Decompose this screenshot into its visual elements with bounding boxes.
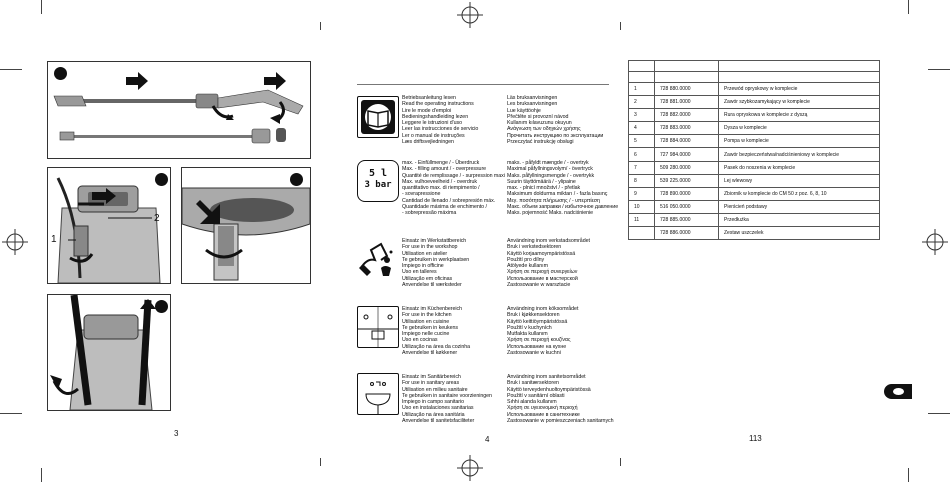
table-cell-desc: Przewód opryskowy w komplecie: [719, 83, 880, 96]
text-line: Max. vulhoeveelheid / - overdruk: [402, 178, 477, 185]
callout-label: 2: [154, 213, 160, 224]
text-line: Leer las instrucciones de servicio: [402, 126, 479, 133]
text-line: Atölyede kullanım: [507, 263, 548, 269]
text-line: - sobrepressão máxima: [402, 210, 457, 216]
table-cell-no: 9: [629, 187, 655, 200]
symbol-text-left: [402, 374, 492, 424]
text-line: Kullanım kılavuzunu okuyun: [507, 120, 572, 126]
text-line: Read the operating instructions: [402, 101, 474, 108]
text-line: Использование в санитехнике: [507, 411, 580, 418]
table-cell-no: 2: [629, 96, 655, 109]
table-cell-code: 728 884.0000: [655, 135, 719, 148]
text-line: Макс. объем заправки / избыточное давление: [507, 203, 619, 210]
table-cell-desc: Zawór szybkozamykający w komplecie: [719, 96, 880, 109]
text-line: Käyttö korjaamoympäristössä: [507, 250, 576, 257]
text-line: Cantidad de llenado / sobrepresión máx.: [402, 197, 496, 204]
text-line: Bruk i kjøkkensektoren: [507, 312, 560, 319]
text-line: For use in sanitary areas: [402, 380, 460, 387]
text-line: Использование на кухне: [507, 343, 567, 350]
text-line: Användning inom köksområdet: [507, 306, 579, 312]
table-cell-desc: Zawór bezpieczeństwa/nadciśnieniowy w komplecie: [719, 148, 880, 161]
text-line: Læs driftsvejledningen: [402, 138, 454, 145]
table-cell-code: 728 885.0000: [655, 213, 719, 226]
callout-label: 1: [51, 234, 57, 245]
table-row: [629, 96, 880, 109]
table-cell-desc: Rura opryskowa w komplecie z dyszą: [719, 109, 880, 122]
table-header-row: [629, 61, 880, 72]
table-cell-code: 539 225.0000: [655, 174, 719, 187]
text-line: Χρήση σε υγειονομική περιοχή: [507, 405, 578, 412]
text-line: Použití pro dílny: [507, 256, 545, 263]
text-line: Použití v kuchyních: [507, 324, 552, 331]
text-line: Användning inom sanitetsområdet: [507, 374, 586, 380]
section-rule: [357, 84, 609, 85]
table-row: [629, 122, 880, 135]
table-cell-no: 5: [629, 135, 655, 148]
table-cell-no: 6: [629, 148, 655, 161]
registration-mark-icon: [922, 229, 948, 255]
text-line: Anvendelse til sanitetsfaciliteter: [402, 417, 475, 424]
text-line: Quantidade máxima de enchimento /: [402, 203, 487, 210]
text-line: Χρήση σε περιοχή κουζίνας: [507, 337, 571, 344]
carry-strap-illustration: [48, 295, 170, 410]
table-cell-code: 728 881.0000: [655, 96, 719, 109]
text-line: Quantité de remplissage / - surpression maxi: [402, 172, 505, 179]
table-cell-no: 10: [629, 200, 655, 213]
text-line: For use in the kitchen: [402, 312, 452, 319]
text-line: Mutfakta kullanım: [507, 331, 548, 337]
table-cell-desc: Lej wlewowy: [719, 174, 880, 187]
text-line: Sıhhi alanda kullanım: [507, 399, 557, 405]
text-line: Maksimum doldurma miktarı / - fazla basınç: [507, 191, 608, 198]
table-row: [629, 83, 880, 96]
text-line: Einsatz im Küchenbereich: [402, 306, 463, 312]
text-line: max. - Einfüllmenge / - Überdruck: [402, 160, 480, 166]
text-line: quantitativo max. di riempimento /: [402, 185, 480, 191]
text-line: Läs bruksanvisningen: [507, 95, 558, 101]
figure-carry-strap: [47, 294, 171, 411]
table-row: [629, 109, 880, 122]
text-line: Χρήση σε περιοχή συνεργείων: [507, 269, 578, 276]
table-row: [629, 187, 880, 200]
text-line: Zastosowanie w kuchni: [507, 349, 561, 356]
text-line: Impiego in officine: [402, 263, 444, 269]
workshop-icon: [357, 238, 397, 278]
text-line: Maximal påfyllningsvolym/ - övertryck: [507, 166, 593, 173]
registration-mark-icon: [457, 2, 483, 28]
text-line: Ler o manual de instruções: [402, 132, 465, 139]
table-cell-code: 728 882.0000: [655, 109, 719, 122]
table-cell-desc: Pierścień podstawy: [719, 200, 880, 213]
table-cell-code: 727 984.0000: [655, 148, 719, 161]
table-cell-no: 4: [629, 122, 655, 135]
registration-mark-icon: [2, 229, 28, 255]
sanitary-icon: [357, 373, 399, 415]
text-line: - sovrapressione: [402, 191, 441, 198]
table-cell-code: 509 280.0000: [655, 161, 719, 174]
text-line: Utilisation en atelier: [402, 250, 448, 257]
text-line: Bedieningshandleiding lezen: [402, 113, 469, 120]
lance-assembly-illustration: [48, 62, 310, 158]
table-cell-no: 3: [629, 109, 655, 122]
table-cell-desc: Pasek do noszenia w komplecie: [719, 161, 880, 174]
text-line: Maks. påfyllningsmengde / - overtrykk: [507, 172, 595, 179]
table-cell-no: 1: [629, 83, 655, 96]
book-icon: [357, 96, 399, 138]
text-line: Utilização em oficinas: [402, 275, 453, 282]
table-row: [629, 135, 880, 148]
table-header-row: [629, 72, 880, 83]
table-cell-no: 7: [629, 161, 655, 174]
text-line: Leggere le istruzioni d'uso: [402, 120, 463, 126]
text-line: Uso en talleres: [402, 269, 437, 276]
text-line: Zastosowanie w pomieszczeniach sanitarnych: [507, 417, 614, 424]
text-line: For use in the workshop: [402, 244, 458, 251]
table-cell-no: 11: [629, 213, 655, 226]
table-cell-no: [629, 227, 655, 240]
symbol-text-left: [402, 95, 478, 145]
capacity-icon: [357, 160, 399, 202]
text-line: Impiego nelle cucine: [402, 331, 450, 337]
symbol-text-right: [507, 306, 578, 356]
table-cell-code: 728 890.0000: [655, 187, 719, 200]
text-line: Μεγ. ποσότητα πλήρωσης / - υπερπίεση: [507, 197, 600, 204]
table-row: [629, 174, 880, 187]
table-row: [629, 161, 880, 174]
text-line: Einsatz im Sanitärbereich: [402, 374, 461, 380]
text-line: Использование в мастерской: [507, 275, 578, 282]
text-line: Bruk i sanitærsektoren: [507, 380, 559, 387]
text-line: Anvendelse til værksteder: [402, 281, 462, 288]
symbol-text-right: [507, 374, 614, 424]
text-line: Suurin täyttömäärä / - ylipaine: [507, 178, 576, 185]
text-line: Lue käyttöohje: [507, 107, 541, 114]
text-line: Прочитать инструкцию по эксплуатации: [507, 132, 604, 139]
tank-valve-illustration: [48, 168, 170, 283]
table-cell-code: 728 883.0000: [655, 122, 719, 135]
text-line: max. - plnicí množství / - přetlak: [507, 185, 581, 191]
text-line: Zastosowanie w warsztacie: [507, 281, 571, 288]
table-cell-no: 8: [629, 174, 655, 187]
text-line: maks. - påfyldt mængde / - overtryk: [507, 160, 589, 166]
table-row: [629, 200, 880, 213]
flag-icon: [893, 388, 904, 395]
text-line: Les bruksanvisningen: [507, 101, 558, 108]
symbol-text-right: [507, 95, 603, 145]
pressure-valve-illustration: [182, 168, 310, 283]
text-line: Przeczytać instrukcję obsługi: [507, 138, 574, 145]
symbol-text-left: [402, 306, 470, 356]
symbol-text-right: [507, 238, 590, 288]
text-line: Přečtěte si provozní návod: [507, 113, 569, 120]
text-line: Einsatz im Werkstattbereich: [402, 238, 467, 244]
text-line: Käyttö terveydenhuoltoympäristössä: [507, 386, 591, 393]
symbol-text-left: [402, 238, 469, 288]
table-cell-desc: Przedłużka: [719, 213, 880, 226]
page-number: 3: [174, 429, 179, 438]
capacity-value: 5 l: [368, 168, 388, 179]
text-line: Max. - filling amount / - overpressure: [402, 166, 487, 173]
page-number: 113: [749, 434, 762, 443]
table-cell-code: 728 886.0000: [655, 227, 719, 240]
figure-lance-assembly: [47, 61, 311, 159]
figure-pressure-valve: [181, 167, 311, 284]
table-cell-code: 516 050.0000: [655, 200, 719, 213]
text-line: Utilisation en milieu sanitaire: [402, 386, 468, 393]
text-line: Betriebsanleitung lesen: [402, 95, 456, 101]
table-row: [629, 227, 880, 240]
text-line: Te gebruiken in sanitaire voorzieningen: [402, 392, 492, 399]
text-line: Te gebruiken in keukens: [402, 324, 458, 331]
figure-tank-valve: [47, 167, 171, 284]
table-cell-code: 728 880.0000: [655, 83, 719, 96]
table-cell-desc: Zestaw uszczelek: [719, 227, 880, 240]
text-line: Použití v sanitární oblasti: [507, 392, 565, 399]
text-line: Maks. pojemność Maks. nadciśnienie: [507, 210, 594, 216]
text-line: Bruk i verkstedsektoren: [507, 244, 562, 251]
text-line: Ανάγνωση των οδηγιών χρήσης: [507, 126, 581, 133]
table-cell-desc: Dysza w komplecie: [719, 122, 880, 135]
table-row: [629, 213, 880, 226]
kitchen-icon: [357, 306, 399, 348]
text-line: Anvendelse til køkkener: [402, 349, 458, 356]
text-line: Impiego in campo sanitario: [402, 399, 465, 405]
text-line: Utilização na área da cozinha: [402, 343, 471, 350]
text-line: Käyttö keittiöympäristössä: [507, 318, 568, 325]
page-number: 4: [485, 435, 490, 444]
symbol-text-right: [507, 160, 618, 216]
text-line: Uso en instalaciones sanitarias: [402, 405, 474, 412]
text-line: Användning inom verkstadsområdet: [507, 238, 590, 244]
table-cell-desc: Zbiornik w komplecie do CM 50 z poz. 6, 8, 10: [719, 187, 880, 200]
pressure-value: 3 bar: [364, 180, 392, 190]
text-line: Te gebruiken in werkplaatsen: [402, 256, 470, 263]
registration-mark-icon: [457, 455, 483, 481]
text-line: Utilisation en cuisine: [402, 318, 450, 325]
table-row: [629, 148, 880, 161]
text-line: Lire le mode d'emploi: [402, 107, 452, 114]
parts-table: [628, 60, 880, 240]
symbol-text-left: [402, 160, 505, 216]
text-line: Utilização na área sanitária: [402, 411, 465, 418]
table-cell-desc: Pompa w komplecie: [719, 135, 880, 148]
text-line: Uso en cocinas: [402, 337, 438, 344]
